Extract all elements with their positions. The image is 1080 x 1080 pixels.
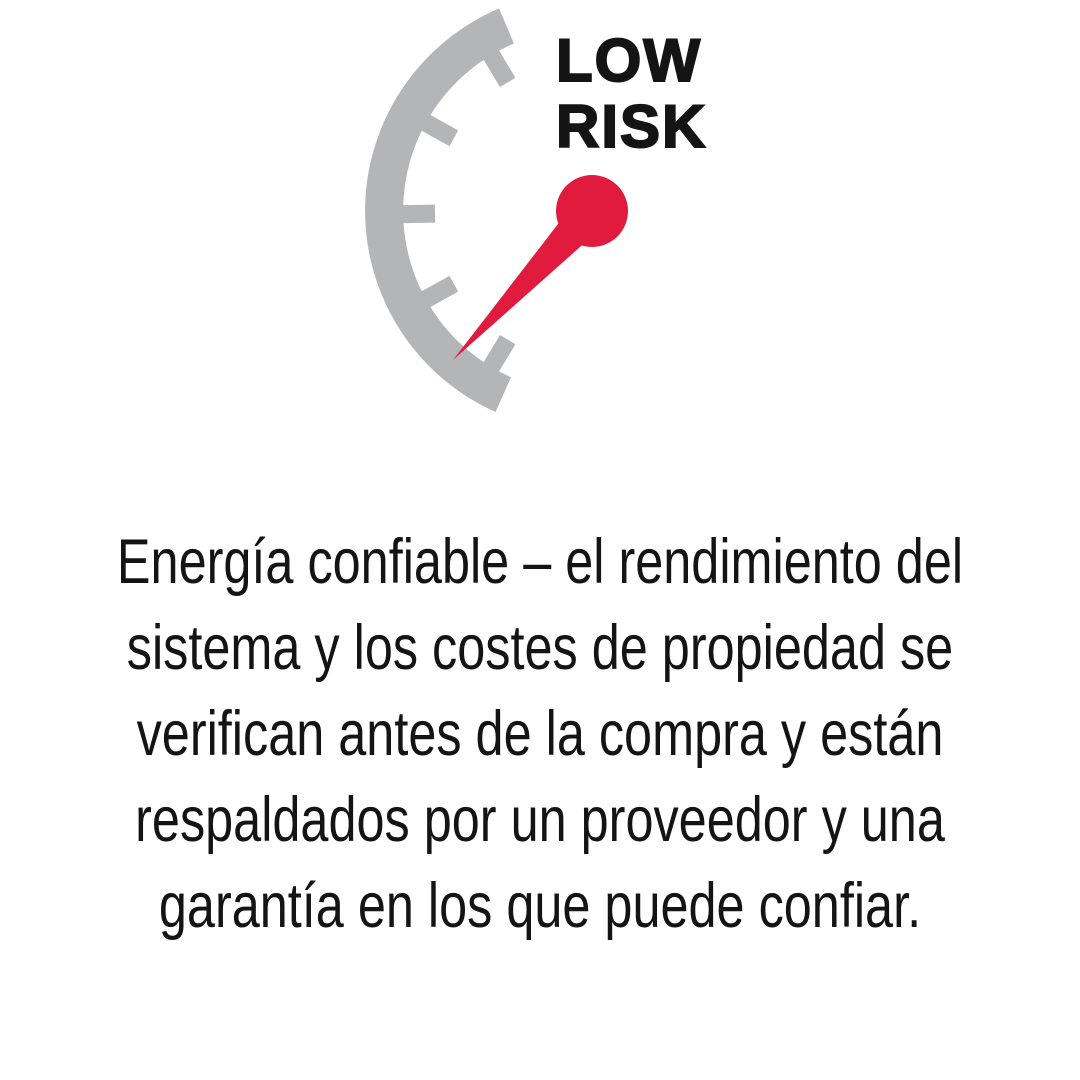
caption-line-2: sistema y los costes de propiedad se bbox=[126, 613, 954, 683]
caption-line-3: verifican antes de la compra y están bbox=[136, 699, 944, 769]
risk-label bbox=[556, 28, 707, 160]
risk-label-line1: LOW bbox=[556, 27, 702, 94]
caption-line-1: Energía confiable – el rendimiento del bbox=[116, 527, 964, 597]
caption-line-4: respaldados por un proveedor y una bbox=[135, 785, 945, 855]
caption-text bbox=[108, 519, 972, 949]
risk-label-line2: RISK bbox=[556, 93, 708, 160]
low-risk-gauge bbox=[340, 0, 760, 430]
caption-line-5: garantía en los que puede confiar. bbox=[158, 871, 922, 941]
gauge-needle-icon bbox=[453, 175, 628, 360]
